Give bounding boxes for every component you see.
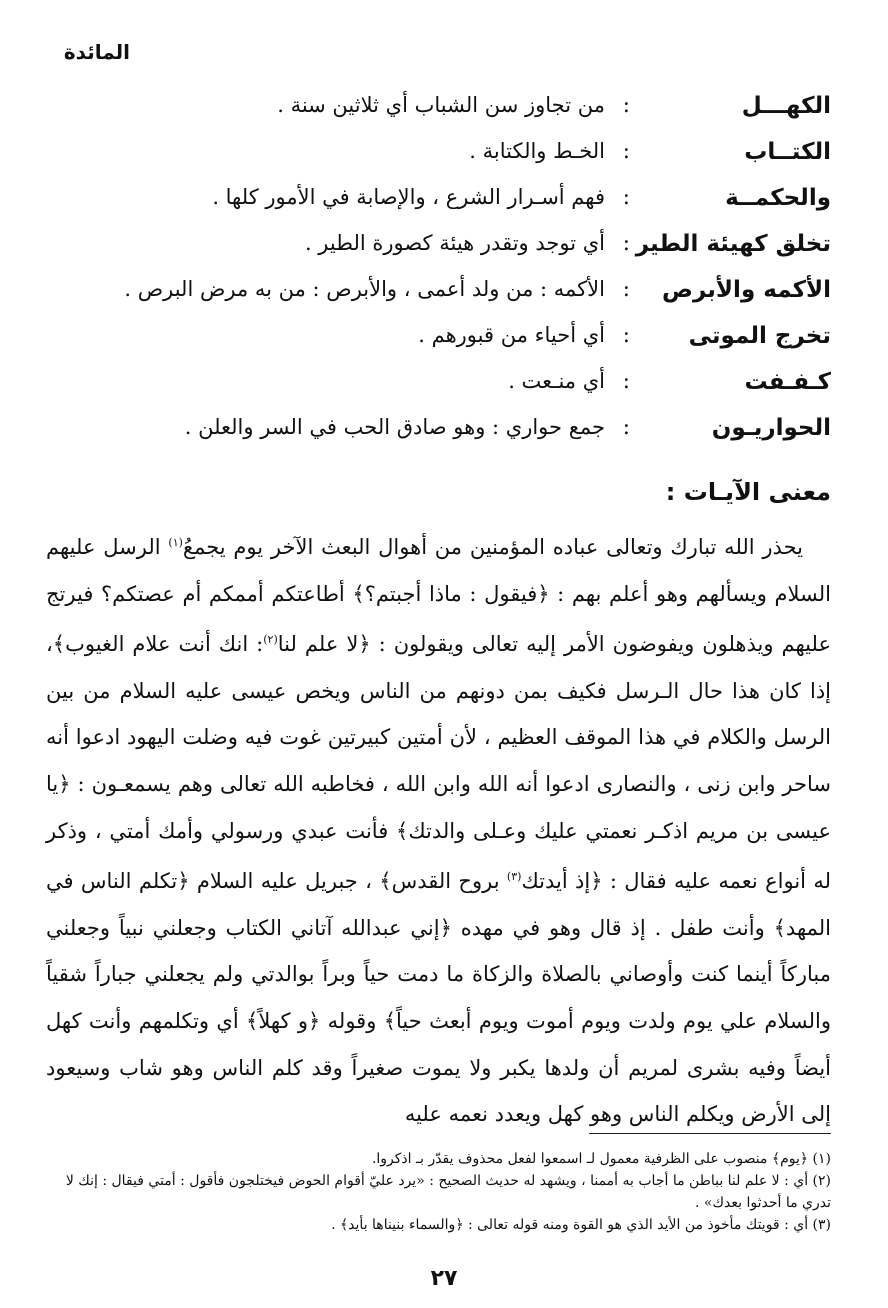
- glossary-row: [0, 323, 888, 369]
- footnote: (١) ﴿يوم﴾ منصوب على الظرفية معمول لـ اسمعوا لفعل محذوف يقدّر بـ اذكروا.: [371, 1151, 831, 1167]
- running-header: المائدة: [63, 40, 130, 64]
- body-text-segment: : انك أنت علام الغيوب﴾، إذا كان هذا حال الـرسل فكيف بمن دونهم من الناس ويخص عيسى عليه السلام من بين الرسل والكلام في هذا الموقف العظيم ، لأن أمتين كبيرتين غوت فيه وضلت اليهود ادعوا أنه ساحر وابن زنى ، والنصارى ادعوا أنه الله وابن الله ، فخاطبه الله تعالى وهم يسمعـون : ﴿يا عيسى بن مريم اذكـر نعمتي عليك وعـلى والدتك﴾ فأنت عبدي ورسولي وأمك أمتي ، وذكر له أنواع نعمه عليه فقال : ﴿إذ أيدتك: [46, 632, 831, 894]
- glossary-definition: أي توجد وتقدر هيئة كصورة الطير .: [304, 231, 605, 255]
- glossary-colon: :: [622, 231, 630, 256]
- glossary-row: [0, 93, 888, 139]
- glossary-term: تخرج الموتى: [688, 323, 831, 349]
- footnote-marker: (٣): [506, 870, 522, 884]
- glossary-row: [0, 277, 888, 323]
- glossary-colon: :: [622, 185, 630, 210]
- footnote-separator: [589, 1133, 831, 1134]
- body-text-segment: بروح القدس﴾ ، جبريل عليه السلام ﴿تكلم الناس في المهد﴾ وأنت طفل . إذ قال وهو في مهده ﴿إني عبدالله آتاني الكتاب وجعلني نبياً وجعلني مباركاً أينما كنت وأوصاني بالصلاة والزكاة ما دمت حياً وبراً بوالدتي ولم يجعلني جباراً شقياً والسلام علي يوم ولدت ويوم أموت ويوم أبعث حياً﴾ وقوله ﴿و كهلاً﴾ أي وتكلمهم وأنت كهل أيضاً وفيه بشرى لمريم أن ولدها يكبر ولا يموت صغيراً وقد كلم الناس وهو شاب وسيعود إلى الأرض ويكلم الناس وهو كهل ويعدد نعمه عليه: [46, 869, 831, 1127]
- footnotes: [46, 1148, 831, 1236]
- glossary-row: [0, 185, 888, 231]
- footnote: (٢) أي : لا علم لنا بباطن ما أجاب به أممنا ، ويشهد له حديث الصحيح : «يرد عليّ أقوام الحوض فيختلجون فأقول : أمتي فيقال : إنك لا تدري ما أحدثوا بعدك» .: [65, 1173, 831, 1211]
- glossary-row: [0, 415, 888, 461]
- page-number: ٢٧: [430, 1266, 458, 1291]
- glossary-colon: :: [622, 93, 630, 118]
- footnote-marker: (١): [168, 536, 183, 549]
- glossary-row: [0, 139, 888, 185]
- glossary-row: [0, 231, 888, 277]
- glossary-colon: :: [622, 415, 630, 440]
- glossary-colon: :: [622, 139, 630, 164]
- glossary-term: الحواريـون: [711, 415, 831, 441]
- commentary-body: [46, 520, 831, 1138]
- glossary-definition: فهم أسـرار الشرع ، والإصابة في الأمور كلها .: [212, 185, 605, 209]
- glossary-term: الكهـــل: [741, 93, 831, 119]
- glossary-term: تخلق كهيئة الطير: [635, 231, 831, 257]
- glossary-term: كـفـفت: [744, 369, 831, 395]
- glossary-definition: أي أحياء من قبورهم .: [418, 323, 605, 347]
- glossary-colon: :: [622, 369, 630, 394]
- footnote-marker: (٢): [263, 633, 278, 647]
- glossary-term: الكتــاب: [744, 139, 831, 165]
- glossary: [0, 93, 888, 461]
- glossary-definition: الأكمه : من ولد أعمى ، والأبرص : من به مرض البرص .: [124, 277, 605, 301]
- glossary-definition: جمع حواري : وهو صادق الحب في السر والعلن .: [184, 415, 605, 439]
- glossary-colon: :: [622, 323, 630, 348]
- glossary-term: الأكمه والأبرص: [662, 277, 831, 303]
- glossary-definition: الخـط والكتابة .: [469, 139, 605, 163]
- section-title: معنى الآيـات :: [665, 478, 831, 506]
- body-text-segment: يحذر الله تبارك وتعالى عباده المؤمنين من أهوال البعث الآخر يوم يجمعُ: [182, 535, 803, 559]
- commentary-paragraph: [46, 520, 831, 1138]
- body-text-segment: الرسل عليهم السلام ويسألهم وهو أعلم بهم : ﴿فيقول : ماذا أجبتم؟﴾ أطاعتكم أممكم أم عصتكم؟ فيرتج عليهم ويذهلون ويفوضون الأمر إليه تعالى ويقولون : ﴿لا علم لنا: [46, 535, 831, 657]
- glossary-row: [0, 369, 888, 415]
- glossary-definition: أي منـعت .: [508, 369, 605, 393]
- glossary-term: والحكمــة: [725, 185, 831, 211]
- glossary-colon: :: [622, 277, 630, 302]
- footnote: (٣) أي : قويتك مأخوذ من الأيد الذي هو القوة ومنه قوله تعالى : ﴿والسماء بنيناها بأيد﴾ .: [331, 1217, 831, 1233]
- glossary-definition: من تجاوز سن الشباب أي ثلاثين سنة .: [277, 93, 605, 117]
